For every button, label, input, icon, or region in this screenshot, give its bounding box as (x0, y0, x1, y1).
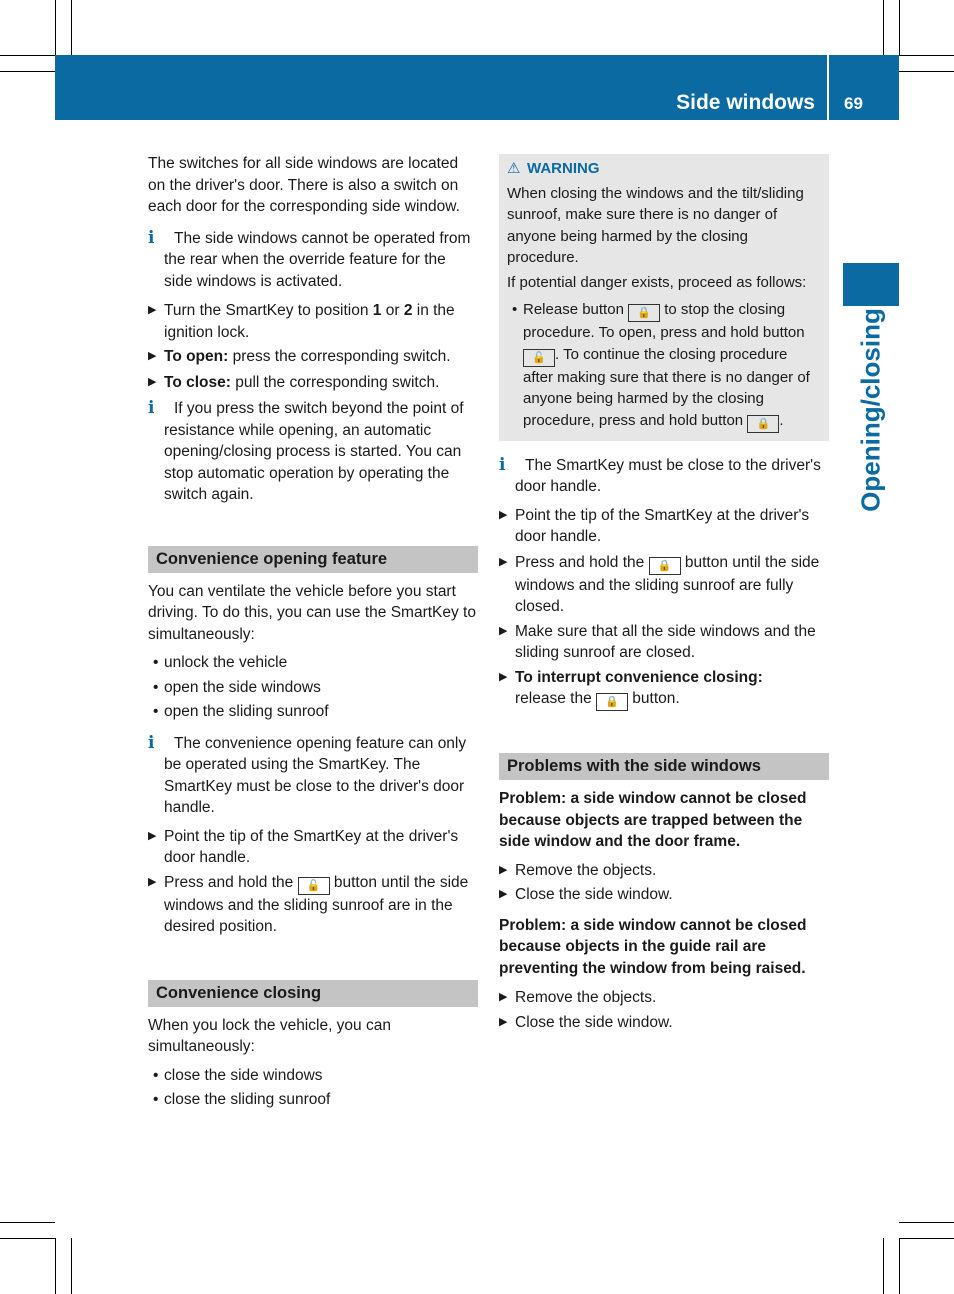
step-item: ▶ Close the side window. (499, 884, 829, 906)
crop-mark (0, 55, 55, 56)
info-icon: i (148, 732, 155, 753)
warning-text: If potential danger exists, proceed as follows: (507, 273, 807, 291)
info-note: i The convenience opening feature can only be operated using the SmartKey. The SmartKey must be close to the driver's door handle. (148, 732, 467, 816)
chapter-label: Opening/closing (855, 308, 886, 512)
crop-mark (71, 0, 72, 55)
lock-key-icon: 🔒 (596, 693, 628, 711)
triangle-right-icon: ▶ (499, 555, 508, 568)
step-item: ▶ To interrupt convenience closing: release the 🔒 button. (499, 667, 829, 712)
triangle-right-icon: ▶ (148, 829, 157, 842)
crop-mark (899, 1222, 954, 1223)
crop-mark (0, 1238, 55, 1239)
section-intro: When you lock the vehicle, you can simultaneously: (148, 1016, 391, 1055)
header-divider (827, 55, 829, 120)
triangle-right-icon: ▶ (499, 670, 508, 683)
unlock-key-icon: 🔓 (298, 877, 330, 895)
page-number: 69 (844, 94, 863, 113)
step-item: ▶ Point the tip of the SmartKey at the driver's door handle. (148, 827, 459, 866)
bullet-item: • close the side windows (153, 1066, 323, 1084)
bullet-item: • close the sliding sunroof (153, 1091, 331, 1108)
crop-mark (0, 1222, 55, 1223)
triangle-right-icon: ▶ (148, 875, 157, 888)
step-item: ▶ Press and hold the 🔓 button until the side windows and the sliding sunroof are in the desired position. (148, 873, 469, 935)
page-header (55, 55, 899, 120)
chapter-tab (843, 263, 899, 306)
step-item: ▶ Press and hold the 🔒 button until the side windows and the sliding sunroof are fully closed. (499, 553, 820, 615)
info-icon: i (148, 398, 155, 418)
info-icon: i (499, 454, 506, 475)
crop-mark (55, 0, 56, 55)
triangle-right-icon: ▶ (499, 508, 508, 521)
left-column (148, 153, 478, 1111)
bullet-item: • open the side windows (153, 678, 321, 696)
info-icon: i (148, 227, 155, 248)
crop-mark (883, 1238, 884, 1294)
lock-key-icon: 🔒 (747, 415, 779, 433)
section-heading: Convenience opening feature (148, 546, 478, 573)
triangle-right-icon: ▶ (499, 888, 508, 900)
intro-paragraph: The switches for all side windows are located on the driver's door. There is also a switch on each door for the corresponding side window. (148, 155, 460, 215)
bullet-item: • unlock the vehicle (153, 654, 288, 671)
crop-mark (883, 0, 884, 55)
step-item: ▶ Turn the SmartKey to position 1 or 2 in the ignition lock. (148, 302, 455, 341)
triangle-right-icon: ▶ (499, 624, 508, 637)
info-note: i The SmartKey must be close to the driver's door handle. (499, 454, 821, 495)
info-note: i The side windows cannot be operated from the rear when the override feature for the side windows is activated. (148, 227, 471, 290)
triangle-right-icon: ▶ (148, 304, 157, 316)
info-note: i If you press the switch beyond the point of resistance while opening, an automatic opening/closing process is started. You can stop automatic operation by operating the switch again. (148, 398, 464, 503)
lock-key-icon: 🔒 (628, 304, 660, 322)
crop-mark (55, 1238, 56, 1294)
step-item: ▶ Make sure that all the side windows and the sliding sunroof are closed. (499, 622, 816, 661)
triangle-right-icon: ▶ (148, 350, 157, 362)
crop-mark (71, 1238, 72, 1294)
section-heading: Problems with the side windows (499, 753, 829, 780)
triangle-right-icon: ▶ (499, 863, 508, 876)
crop-mark (0, 71, 55, 72)
step-item: ▶ Close the side window. (499, 1012, 829, 1034)
step-item: ▶ To open: press the corresponding switch. (148, 346, 478, 368)
step-item: ▶ Remove the objects. (499, 860, 829, 882)
warning-triangle-icon: ⚠ (507, 160, 521, 177)
section-heading: Convenience closing (148, 980, 478, 1007)
warning-text: When closing the windows and the tilt/sliding sunroof, make sure there is no danger of anyone being harmed by the closing procedure. (507, 184, 804, 266)
page-title: Side windows (676, 91, 815, 114)
crop-mark (899, 55, 954, 56)
problem-heading: Problem: a side window cannot be closed because objects are trapped between the side window and the door frame. (499, 790, 807, 850)
triangle-right-icon: ▶ (499, 1015, 508, 1028)
crop-mark (899, 1238, 900, 1294)
problem-heading: Problem: a side window cannot be closed because objects in the guide rail are preventing the window from being raised. (499, 916, 807, 977)
lock-key-icon: 🔒 (649, 557, 681, 575)
step-item: ▶ Point the tip of the SmartKey at the driver's door handle. (499, 506, 810, 545)
crop-mark (899, 1238, 954, 1239)
step-item: ▶ To close: pull the corresponding switch. (148, 372, 478, 394)
warning-bullet: • Release button 🔒 to stop the closing procedure. To open, press and hold button 🔓 . To continue the closing procedure after making sure that there is no danger of anyone being harmed by the closing procedure, press and hold button 🔒 . (507, 299, 821, 433)
crop-mark (899, 0, 900, 55)
step-item: ▶ Remove the objects. (499, 987, 829, 1009)
triangle-right-icon: ▶ (148, 375, 157, 388)
triangle-right-icon: ▶ (499, 991, 508, 1003)
bullet-item: • open the sliding sunroof (153, 703, 329, 720)
unlock-key-icon: 🔓 (523, 349, 555, 367)
section-intro: You can ventilate the vehicle before you start driving. To do this, you can use the SmartKey to simultaneously: (148, 582, 476, 643)
warning-box: ⚠ WARNING When closing the windows and the tilt/sliding sunroof, make sure there is no danger of anyone being harmed by the closing procedure. If potential danger exists, proceed as follows: • Release button 🔒 to stop the closing procedure. To open, press and hold button 🔓 . To continue the closing procedure after making sure that there is no danger of anyone being harmed by the closing procedure, press and hold button 🔒 . (499, 154, 829, 441)
crop-mark (899, 71, 954, 72)
right-column (499, 154, 829, 1033)
